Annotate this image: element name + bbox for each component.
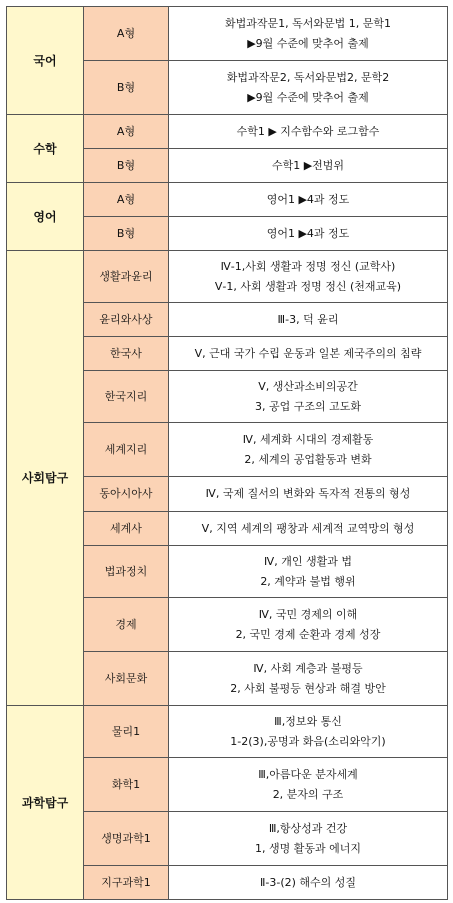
table-row: [7, 183, 448, 217]
scope-line: 2, 세계의 공업활동과 변화: [244, 452, 372, 466]
type-cell: 경제: [84, 598, 169, 652]
table-row: [7, 251, 448, 303]
scope-cell: [169, 477, 448, 512]
scope-cell: [169, 251, 448, 303]
type-cell: 한국사: [84, 337, 169, 371]
scope-cell: [169, 217, 448, 251]
subject-cell: 과학탐구: [7, 706, 84, 900]
scope-cell: [169, 7, 448, 61]
scope-line: 1-2(3),공명과 화음(소리와악기): [230, 734, 386, 748]
scope-line: Ⅳ, 국제 질서의 변화와 독자적 전통의 형성: [205, 487, 411, 500]
type-cell: B형: [84, 217, 169, 251]
type-cell: 세계사: [84, 512, 169, 546]
scope-line: Ⅴ, 지역 세계의 팽창과 세계적 교역망의 형성: [201, 521, 415, 535]
type-cell: A형: [84, 115, 169, 149]
type-cell: 세계지리: [84, 423, 169, 477]
scope-line: 영어1 ▶4과 정도: [266, 226, 350, 240]
scope-line: 1, 생명 활동과 에너지: [255, 841, 361, 855]
scope-line: Ⅴ, 생산과소비의공간: [258, 379, 358, 393]
type-cell: B형: [84, 149, 169, 183]
scope-line: Ⅲ-3, 덕 윤리: [277, 312, 339, 326]
scope-line: Ⅳ, 개인 생활과 법: [264, 554, 352, 568]
scope-line: Ⅳ-1,사회 생활과 정명 정신 (교학사): [220, 259, 396, 273]
scope-line: Ⅲ,아름다운 분자세계: [258, 767, 358, 781]
scope-cell: [169, 812, 448, 866]
scope-cell: [169, 512, 448, 546]
scope-cell: [169, 115, 448, 149]
scope-line: ▶9월 수준에 맞추어 출제: [247, 36, 369, 50]
type-cell: 화학1: [84, 758, 169, 812]
scope-line: ▶9월 수준에 맞추어 출제: [247, 90, 369, 104]
type-cell: 생활과윤리: [84, 251, 169, 303]
scope-line: Ⅲ,정보와 통신: [274, 714, 342, 728]
type-cell: 동아시아사: [84, 477, 169, 512]
table-row: [7, 7, 448, 61]
scope-line: 3, 공업 구조의 고도화: [255, 399, 361, 413]
type-cell: A형: [84, 183, 169, 217]
scope-cell: [169, 706, 448, 758]
scope-line: 수학1 ▶전범위: [271, 158, 345, 172]
scope-cell: [169, 598, 448, 652]
type-cell: B형: [84, 61, 169, 115]
type-cell: 윤리와사상: [84, 303, 169, 337]
scope-line: 영어1 ▶4과 정도: [266, 192, 350, 206]
scope-line: 2, 분자의 구조: [272, 787, 344, 801]
type-cell: 물리1: [84, 706, 169, 758]
scope-line: Ⅳ, 국민 경제의 이해: [258, 607, 358, 621]
scope-cell: [169, 303, 448, 337]
scope-cell: [169, 61, 448, 115]
scope-line: Ⅱ-3-(2) 해수의 성질: [259, 875, 357, 889]
type-cell: 지구과학1: [84, 866, 169, 900]
scope-line: 화법과작문1, 독서와문법 1, 문학1: [225, 16, 391, 30]
scope-line: Ⅲ,항상성과 건강: [268, 821, 348, 835]
table-body: [7, 7, 448, 900]
scope-line: 화법과작문2, 독서와문법2, 문학2: [226, 70, 390, 84]
type-cell: 사회문화: [84, 652, 169, 706]
exam-scope-table: [6, 6, 448, 900]
scope-line: 수학1 ▶ 지수함수와 로그함수: [236, 124, 380, 138]
scope-line: 2, 국민 경제 순환과 경제 성장: [235, 627, 381, 641]
subject-cell: 수학: [7, 115, 84, 183]
table-row: [7, 706, 448, 758]
scope-cell: [169, 652, 448, 706]
scope-line: Ⅳ, 사회 계층과 불평등: [253, 661, 363, 675]
scope-cell: [169, 371, 448, 423]
subject-cell: 국어: [7, 7, 84, 115]
scope-cell: [169, 337, 448, 371]
scope-line: 2, 사회 불평등 현상과 해결 방안: [230, 681, 386, 695]
scope-cell: [169, 183, 448, 217]
scope-cell: [169, 149, 448, 183]
subject-cell: 사회탐구: [7, 251, 84, 706]
scope-cell: [169, 866, 448, 900]
scope-cell: [169, 423, 448, 477]
scope-line: Ⅴ, 근대 국가 수립 운동과 일본 제국주의의 침략: [194, 346, 422, 360]
scope-cell: [169, 546, 448, 598]
table-row: [7, 115, 448, 149]
type-cell: 법과정치: [84, 546, 169, 598]
type-cell: 한국지리: [84, 371, 169, 423]
scope-line: Ⅴ-1, 사회 생활과 정명 정신 (천재교육): [214, 279, 402, 293]
subject-cell: 영어: [7, 183, 84, 251]
scope-line: 2, 계약과 불법 행위: [260, 574, 356, 588]
scope-line: Ⅳ, 세계화 시대의 경제활동: [242, 432, 374, 446]
scope-cell: [169, 758, 448, 812]
type-cell: A형: [84, 7, 169, 61]
type-cell: 생명과학1: [84, 812, 169, 866]
